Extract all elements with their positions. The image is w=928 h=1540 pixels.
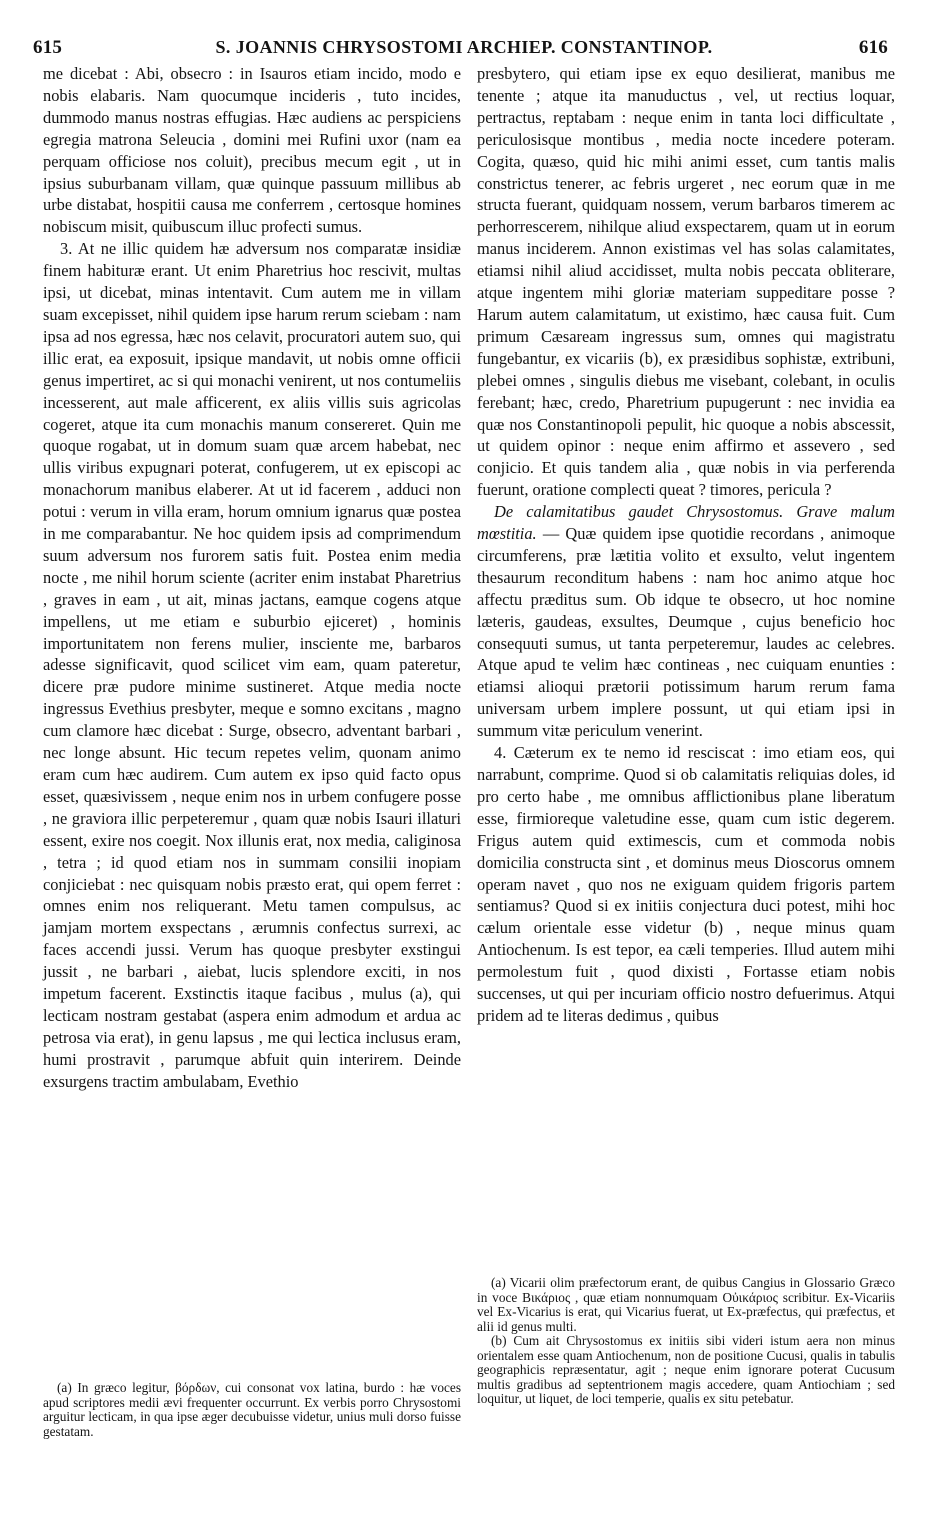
paragraph-with-heading <box>477 501 895 742</box>
paragraph-section-4: 4. Cæterum ex te nemo id resciscat : imo etiam eos, qui narrabunt, comprime. Quod si ob calamitatis reliquias doles, id pro certo habe , me omnibus afflictionibus plane liberatum esse, firmioreque valetudine esse, quam cum istic degerem. Frigus autem quid extimescis, cum et commoda nobis domicilia constructa sint , et dominus meus Dioscorus omnem operam navet , quo nos ne exiguam quidem frigoris partem sentiamus? Quod si ex initiis conjectura duci potest, mihi hoc cælum orientale esse videtur (b) , neque minus quam Antiochenum. Is est tepor, ea cæli temperies. Illud autem mihi permolestum fuit , quod dixisti , Fortasse etiam nobis succenses, ut qui per incuriam officio nostro defuerimus. Atqui pridem ad te literas dedimus , quibus <box>477 743 895 1025</box>
paragraph-body: — Quæ quidem ipse quotidie recordans , animoque circumferens, præ lætitia volito et exsulto, velut ingentem thesaurum reconditum habens : nam hoc animo atque hoc affectu præditus sum. Ob idque te obsecro, ut hoc nomine læteris, gaudeas, exsultes, Deumque , cujus beneficio hoc consequuti sumus, ut tanta perpeteremur, laudes ac celebres. Atque apud te velim hæc contineas , nec cuiquam enunties : etiamsi alioqui prætorii potissimum harum rerum fama universam urbem implere possunt, ut qui etiam ipsi in summum vitæ periculum venerint. <box>477 524 895 741</box>
footnote-b-right: (b) Cum ait Chrysostomus ex initiis sibi videri istum aera non minus orientalem esse quam Antiochenum, non de positione Cucusi, qualis in tabulis geographicis repræsentatur, agit ; neque enim ignorare poterat Cucusum multis gradibus ad septentrionem magis accedere, quam Antiochiam ; sed loquitur, ut liquet, de loci temperie, qualis ex situ petebatur. <box>477 1333 895 1406</box>
footnote-a-right: (a) Vicarii olim præfectorum erant, de quibus Cangius in Glossario Græco in voce Βικάριος , quæ etiam nonnumquam Οὐικάριος scribitur. Ex-Vicariis vel Ex-Vicarius is erat, qui Vicarius fuerat, ut Ex-præfectus, qui præfectus, et alii id genus multi. <box>477 1275 895 1334</box>
footnotes-right <box>477 1276 895 1407</box>
footnotes-left <box>43 1381 461 1439</box>
running-title: S. JOANNIS CHRYSOSTOMI ARCHIEP. CONSTANTINOP. <box>215 37 713 57</box>
right-column <box>477 63 895 1027</box>
paragraph-continued-right: presbytero, qui etiam ipse ex equo desilierat, manibus me tenente ; atque ita manuductus , vel, ut rectius loquar, pertractus, reptabam : neque enim in tanta loci difficultate , periculosisque montibus , media nocte incedere poteram. Cogita, quæso, quid hic mihi animi esset, cum tantis malis constrictus tenerer, ac febris urgeret , nec eorum quæ in me structa fuerant, quidquam nossem, verum barbaros timerem ac perhorrescerem, nihilque aliud exspectarem, quam ut in eorum manus inciderem. Annon existimas vel has solas calamitates, etiamsi nihil aliud accidisset, multa nobis peccata obliterare, atque ingentem mihi gloriæ materiam suppeditare posse ? Harum autem calamitatum, ut existimo, hæc causa fuit. Cum primum Cæsaream ingressus sum, omnes qui magistratu fungebantur, ex vicariis (b), ex præsidibus sophistæ, extribuni, plebei omnes , singulis diebus me visebant, colebant, in oculis ferebant; hæc, credo, Pharetrium pupugerunt : nec invidia ea quæ nos Constantinopoli pepulit, hic quoque a nobis abscessit, ut quidem opinor : neque enim affirmo et assevero , sed conjicio. Et quis tandem alia , quæ nobis in via perferenda fuerunt, oratione complecti queat ? timores, pericula ? <box>477 64 895 500</box>
paragraph-continued: me dicebat : Abi, obsecro : in Isauros etiam incido, modo e nobis elabaris. Nam quocumque incideris , tuto incides, dummodo manus nostras effugias. Hæc audiens ac perspiciens egregia matrona Seleucia , domini mei Rufini uxor (nam ea perquam officiose nos coluit), precibus mecum egit , ut in ipsius suburbanam villam, quæ quinque passuum millibus ab urbe distabat, hospitii causa me conferrem , certosque homines nobiscum misit, quibuscum illuc profecti sumus. <box>43 64 461 237</box>
page-number-right: 616 <box>858 37 888 58</box>
footnote-a-left: (a) In græco legitur, βόρδων, cui consonat vox latina, burdo : hæ voces apud scriptores medii ævi frequenter occurrunt. Ex verbis porro Chrysostomi arguitur lecticam, in qua ipse æger decubuisse videtur, unius muli dorso fuisse gestatam. <box>43 1380 461 1439</box>
left-column <box>43 63 461 1093</box>
paragraph-section-3: 3. At ne illic quidem hæ adversum nos comparatæ insidiæ finem habituræ erant. Ut enim Pharetrius hoc rescivit, multas ipsi, ut dicebat, minas intentavit. Cum autem me in villam suam excepisset, nihil quidem ipse harum rerum sciebam : nam ipsa ad nos egressa, hæc nos celavit, procuratori autem suo, qui illic erat, ea exposuit, ipsique mandavit, ut nobis omne officii genus impertiret, ac si qui monachi venirent, ut nos contumeliis incesserent, aut male afficerent, ex aliis villis suis agricolas cogeret, atque ita cum monachis manum consereret. Quin me quoque rogabat, ut in domum suam quæ arcem habebat, nec ullis viribus expugnari poterat, confugerem, ut ex episcopi ac monachorum manibus elaberer. At ut id facerem , adduci non potui : verum in villa eram, horum omnium ignarus quæ postea in me comparabantur. Ne hoc quidem ipsis ad comprimendum suum adversum nos furorem satis fuit. Postea enim media nocte , me nihil horum sciente (acriter enim instabat Pharetrius , graves in eam , ut ait, minas jactans, eamque cogens atque impellens, ut me etiam e suburbio ejiceret) , hominis importunitatem non ferens mulier, insciente me, barbaros adesse significavit, quod scilicet vim eam, quam pateretur, dicere præ pudore minime sustineret. Atque media nocte ingressus Evethius presbyter, meque e somno excitans , magno cum clamore hæc dicebat : Surge, obsecro, adventant barbari , nec longe absunt. Hic tecum repetes velim, quonam animo eram cum hæc audirem. Cum autem ex ipso quid facto opus esset, quæsivissem , neque enim nos in urbem confugere posse , ne graviora illic perpeteremur , quam quæ nobis Isauri illaturi essent, exire nos coegit. Nox illunis erat, nox media, caliginosa , tetra ; id quod etiam nos in summam consilii inopiam conjiciebat : nec quisquam nobis præsto erat, qui opem ferret : omnes enim nos reliquerant. Metu tamen compulsus, ac jamjam mortem exspectans , ærumnis confectus surrexi, ac faces accendi jussi. Verum has quoque presbyter exstingui jussit , ne barbari , aiebat, lucis splendore exciti, in nos impetum facerent. Exstinctis itaque facibus , mulus (a), qui lecticam nostram gestabat (aspera enim admodum et ardua ac petrosa via erat), in genu lapsus , me qui lectica inclusus eram, humi prostravit , parumque abfuit quin interirem. Deinde exsurgens tractim ambulabam, Evethio <box>43 239 461 1091</box>
side-heading: De calamitatibus gaudet Chrysostomus. Grave malum mœstitia. <box>477 502 895 544</box>
page-number-left: 615 <box>33 37 63 58</box>
